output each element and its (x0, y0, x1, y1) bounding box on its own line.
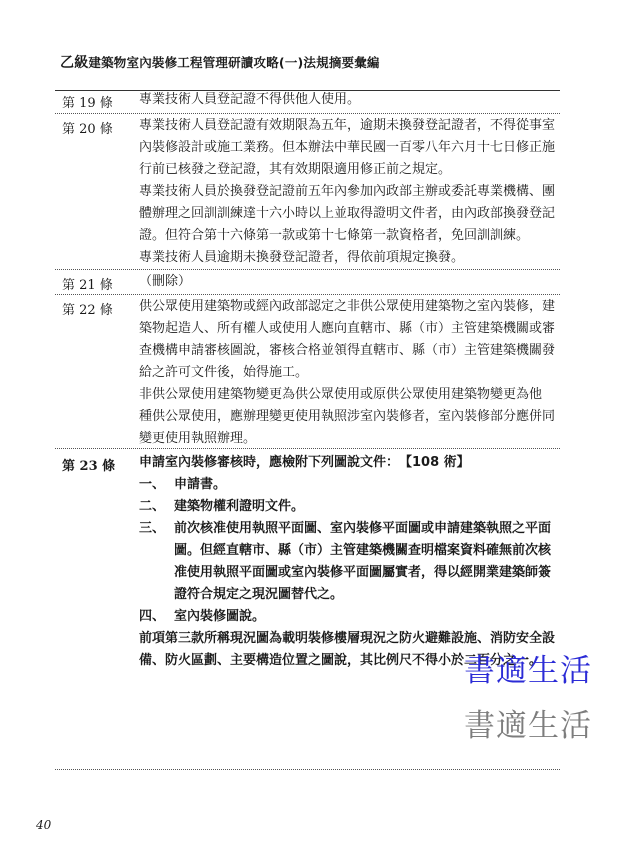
item-2-text: 建築物權利證明文件。 (174, 499, 305, 514)
item-3-line-4: 證符合規定之現況圖替代之。 (174, 587, 344, 602)
separator (55, 294, 560, 295)
article-22-line-2: 築物起造人、所有權人或使用人應向直轄市、縣（市）主管建築機關或審 (139, 321, 556, 336)
article-22-line-3: 查機構申請審核圖說，審核合格並領得直轄市、縣（市）主管建築機關發 (139, 343, 556, 358)
article-23-intro: 申請室內裝修審核時，應檢附下列圖說文件： 【108 術】 (139, 455, 470, 470)
watermark-gray: 書適生活 (464, 708, 592, 744)
article-19-line-1: 專業技術人員登記證不得供他人使用。 (139, 92, 361, 107)
article-23-number: 第 23 條 (62, 459, 116, 474)
article-20-number: 第 20 條 (62, 122, 113, 137)
header-title: 建築物室內裝修工程管理研讀攻略(一)法規摘要彙編 (88, 55, 380, 70)
article-19-number: 第 19 條 (62, 96, 113, 111)
article-20-line-5: 體辦理之回訓訓練達十六小時以上並取得證明文件者，由內政部換發登記 (139, 206, 556, 221)
watermark-blue: 書適生活 (464, 653, 592, 689)
item-4-text: 室內裝修圖說。 (174, 609, 266, 624)
item-1-text: 申請書。 (174, 477, 227, 492)
article-22-line-5: 非供公眾使用建築物變更為供公眾使用或原供公眾使用建築物變更為他 (139, 387, 543, 402)
running-header (60, 52, 380, 72)
article-22-line-7: 變更使用執照辦理。 (139, 431, 257, 446)
article-20-line-7: 專業技術人員逾期未換發登記證者，得依前項規定換發。 (139, 250, 465, 265)
bottom-rule (55, 769, 560, 770)
separator (55, 269, 560, 270)
article-22-line-4: 給之許可文件後，始得施工。 (139, 365, 309, 380)
page-number: 40 (36, 818, 52, 832)
article-22-line-6: 種供公眾使用，應辦理變更使用執照涉室內裝修者，室內裝修部分應併同 (139, 409, 556, 424)
article-20-line-3: 行前已核發之登記證，其有效期限適用修正前之規定。 (139, 162, 452, 177)
item-3-line-1: 前次核准使用執照平面圖、室內裝修平面圖或申請建築執照之平面 (174, 521, 552, 536)
article-23-closing-2: 備、防火區劃、主要構造位置之圖說，其比例尺不得小於二百分之一。 (139, 653, 543, 668)
item-3-line-2: 圖。但經直轄市、縣（市）主管建築機關查明檔案資料確無前次核 (174, 543, 552, 558)
article-21-number: 第 21 條 (62, 278, 113, 293)
item-2-mark: 二、 (139, 499, 166, 514)
article-23-closing-1: 前項第三款所稱現況圖為載明裝修樓層現況之防火避難設施、消防安全設 (139, 631, 556, 646)
article-22-line-1: 供公眾使用建築物或經內政部認定之非供公眾使用建築物之室內裝修，建 (139, 299, 556, 314)
article-20-line-1: 專業技術人員登記證有效期限為五年，逾期未換發登記證者，不得從事室 (139, 118, 556, 133)
separator (55, 448, 560, 449)
separator (55, 113, 560, 114)
item-3-mark: 三、 (139, 521, 166, 536)
item-3-line-3: 准使用執照平面圖或室內裝修平面圖屬實者，得以經開業建築師簽 (174, 565, 552, 580)
article-20-line-4: 專業技術人員於換發登記證前五年內參加內政部主辦或委託專業機構、團 (139, 184, 556, 199)
article-21-line-1: （刪除） (139, 274, 192, 289)
article-20-line-6: 證。但符合第十六條第一款或第十七條第一款資格者，免回訓訓練。 (139, 228, 530, 243)
article-20-line-2: 內裝修設計或施工業務。但本辦法中華民國一百零八年六月十七日修正施 (139, 140, 556, 155)
header-grade: 乙級 (60, 55, 89, 71)
item-4-mark: 四、 (139, 609, 166, 624)
article-22-number: 第 22 條 (62, 303, 113, 318)
item-1-mark: 一、 (139, 477, 166, 492)
